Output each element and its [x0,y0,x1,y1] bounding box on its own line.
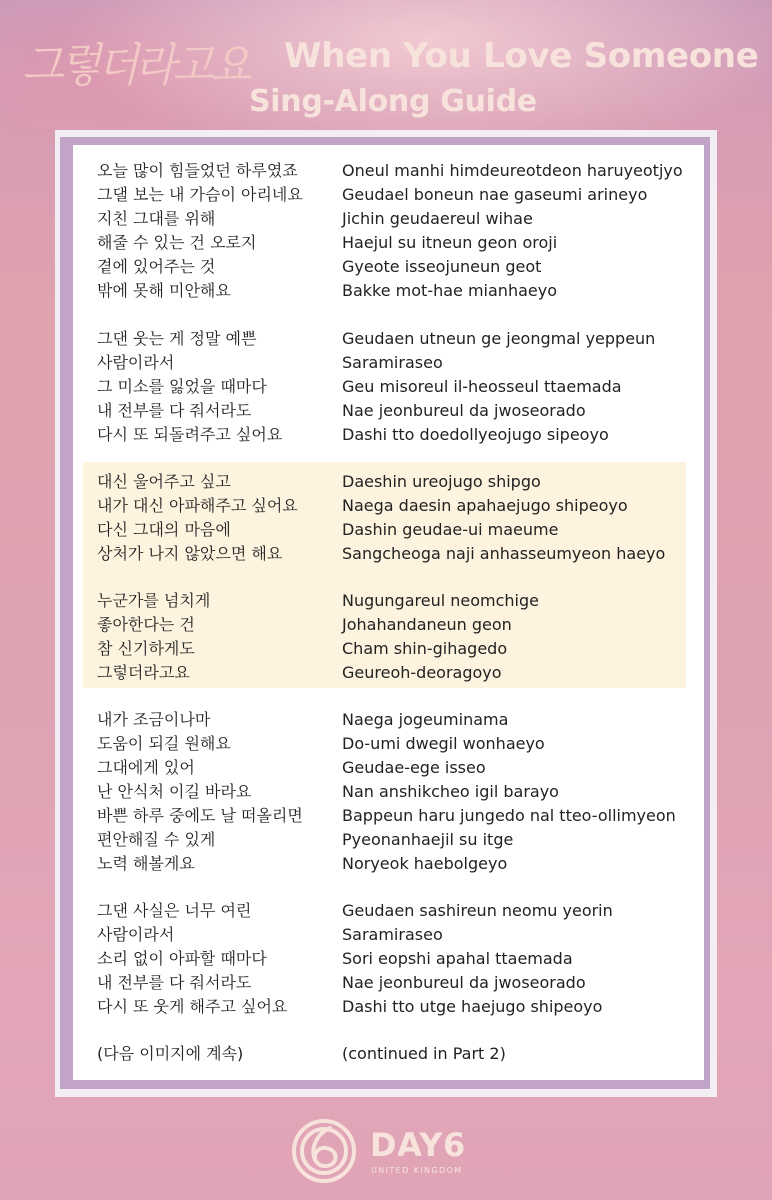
lyric-line-romanized: Dashi tto utge haejugo shipeoyo [342,997,603,1016]
lyric-line-korean: 그 미소를 잃었을 때마다 [97,377,267,396]
lyric-line-korean: 그댄 사실은 너무 여린 [97,901,252,920]
lyric-line-korean: 다시 또 웃게 해주고 싶어요 [97,997,288,1016]
lyric-line-romanized: Oneul manhi himdeureotdeon haruyeotjyo [342,161,683,180]
lyric-line-korean: 난 안식처 이길 바라요 [97,782,252,801]
lyric-line-korean: 편안해질 수 있게 [97,830,216,849]
lyric-line-romanized: Dashin geudae-ui maeume [342,520,559,539]
lyric-line-korean: 곁에 있어주는 것 [97,257,216,276]
lyric-line-korean: 노력 해볼게요 [97,854,195,873]
lyric-line-romanized: Noryeok haebolgeyo [342,854,508,873]
lyric-line-korean: 사람이라서 [97,925,175,944]
lyric-line-korean: 내 전부를 다 줘서라도 [97,973,252,992]
lyric-line-romanized: Nae jeonbureul da jwoseorado [342,401,586,420]
lyric-line-romanized: Haejul su itneun geon oroji [342,233,558,252]
lyric-line-korean: 누군가를 넘치게 [97,591,211,610]
lyric-line-korean: 대신 울어주고 싶고 [97,472,231,491]
lyric-line-romanized: Gyeote isseojuneun geot [342,257,542,276]
lyric-line-romanized: Cham shin-gihagedo [342,639,508,658]
poster-subtitle: Sing-Along Guide [249,84,537,119]
lyric-line-korean: 그댈 보는 내 가슴이 아리네요 [97,185,303,204]
lyric-line-korean: 소리 없이 아파할 때마다 [97,949,267,968]
lyric-line-korean: 그대에게 있어 [97,758,195,777]
lyric-line-romanized: Naega jogeuminama [342,710,509,729]
lyric-line-romanized: Geudaen sashireun neomu yeorin [342,901,613,920]
lyric-line-korean: 참 신기하게도 [97,639,195,658]
lyric-line-korean: 좋아한다는 건 [97,615,195,634]
lyric-line-romanized: Jichin geudaereul wihae [342,209,533,228]
lyric-line-korean: 다신 그대의 마음에 [97,520,231,539]
lyric-line-romanized: Saramiraseo [342,353,443,372]
lyric-line-korean: 밖에 못해 미안해요 [97,281,231,300]
lyric-line-korean: 지친 그대를 위해 [97,209,216,228]
lyric-line-romanized: Bakke mot-hae mianhaeyo [342,281,557,300]
lyric-line-romanized: Geureoh-deoragoyo [342,663,502,682]
poster-title-korean: 그렇더라고요 [22,38,248,92]
lyric-line-romanized: Geudaen utneun ge jeongmal yeppeun [342,329,656,348]
lyric-line-korean: 사람이라서 [97,353,175,372]
lyric-line-korean: 오늘 많이 힘들었던 하루였죠 [97,161,298,180]
lyric-line-korean: 내가 조금이나마 [97,710,211,729]
lyric-line-korean: 그렇더라고요 [97,663,190,682]
lyric-line-romanized: Saramiraseo [342,925,443,944]
lyric-line-romanized: Nan anshikcheo igil barayo [342,782,559,801]
lyric-line-romanized: Naega daesin apahaejugo shipeoyo [342,496,628,515]
lyric-line-romanized: Geu misoreul il-heosseul ttaemada [342,377,622,396]
lyric-line-korean: 상처가 나지 않았으면 해요 [97,544,283,563]
logo-subtext: UNITED KINGDOM [371,1166,463,1175]
lyric-line-romanized: Johahandaneun geon [342,615,512,634]
lyric-line-korean: 바쁜 하루 중에도 날 떠올리면 [97,806,303,825]
lyric-line-korean: 내 전부를 다 줘서라도 [97,401,252,420]
lyric-line-romanized: Do-umi dwegil wonhaeyo [342,734,545,753]
lyric-line-romanized: Daeshin ureojugo shipgo [342,472,541,491]
lyric-line-korean: 내가 대신 아파해주고 싶어요 [97,496,298,515]
lyric-line-korean: (다음 이미지에 계속) [97,1044,244,1063]
lyric-line-romanized: Geudael boneun nae gaseumi arineyo [342,185,648,204]
lyric-line-romanized: Dashi tto doedollyeojugo sipeoyo [342,425,609,444]
logo-wordmark: DAY6 [370,1126,466,1164]
lyric-line-romanized: Bappeun haru jungedo nal tteo-ollimyeon [342,806,676,825]
lyric-line-korean: 해줄 수 있는 건 오로지 [97,233,257,252]
lyric-line-romanized: Sori eopshi apahal ttaemada [342,949,573,968]
lyric-line-romanized: Geudae-ege isseo [342,758,486,777]
lyric-line-romanized: Sangcheoga naji anhasseumyeon haeyo [342,544,666,563]
lyric-line-romanized: Nae jeonbureul da jwoseorado [342,973,586,992]
lyric-line-romanized: Nugungareul neomchige [342,591,539,610]
poster-title-english: When You Love Someone [284,36,759,76]
lyric-line-romanized: (continued in Part 2) [342,1044,506,1063]
lyric-line-korean: 그댄 웃는 게 정말 예쁜 [97,329,257,348]
lyric-line-korean: 도움이 되길 원해요 [97,734,231,753]
lyric-line-korean: 다시 또 되돌려주고 싶어요 [97,425,283,444]
lyric-line-romanized: Pyeonanhaejil su itge [342,830,514,849]
